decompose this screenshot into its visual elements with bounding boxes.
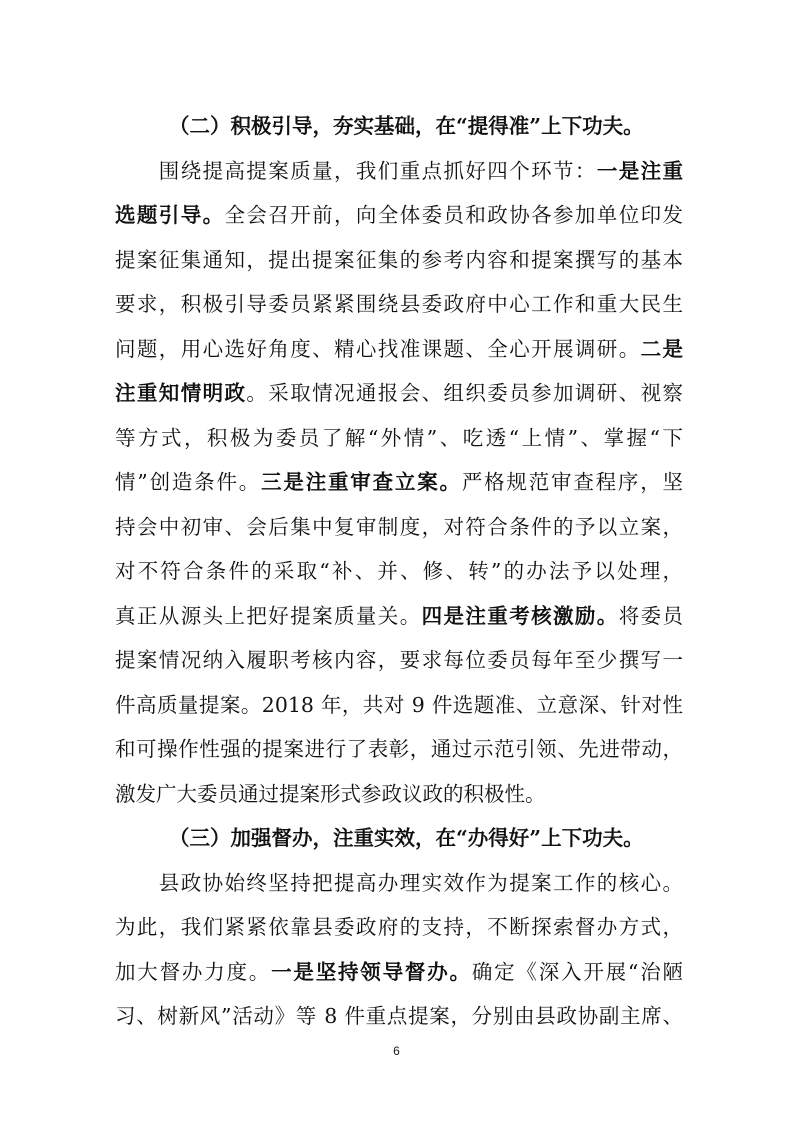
- text-line: [115, 594, 683, 639]
- text-run: 为此，我们紧紧依靠县委政府的支持，不断探索督办方式，: [115, 915, 683, 939]
- text-line: [115, 327, 683, 372]
- text-run: 。采取情况通报会、组织委员参加调研、视察: [246, 381, 684, 405]
- text-run: 确定《深入开展“治陋: [471, 959, 684, 984]
- text-line: [115, 416, 683, 461]
- bold-text-run: 四是注重考核激励。: [421, 603, 619, 628]
- text-run: 真正从源头上把好提案质量关。: [115, 603, 422, 628]
- text-line: [115, 193, 683, 238]
- text-line: [115, 950, 683, 995]
- text-run: 对不符合条件的采取“补、并、修、转”的办法予以处理，: [115, 559, 683, 583]
- section-3-heading: （三）加强督办，注重实效，在“办得好”上下功夫。: [169, 826, 644, 850]
- text-run: 和可操作性强的提案进行了表彰，通过示范引领、先进带动，: [115, 737, 683, 761]
- document-body: [115, 104, 683, 1039]
- text-run: 围绕提高提案质量，我们重点抓好四个环节：: [115, 158, 597, 183]
- text-run: 等方式，积极为委员了解“外情”、吃透“上情”、掌握“下: [115, 425, 683, 450]
- text-run: 激发广大委员通过提案形式参政议政的积极性。: [115, 781, 546, 806]
- text-line: [115, 460, 683, 505]
- section-3-paragraph: [115, 861, 683, 1039]
- text-run: 严格规范审查程序，坚: [461, 470, 684, 494]
- bold-text-run: 二是: [640, 336, 684, 361]
- text-line: [115, 505, 683, 550]
- bold-text-run: 一是坚持领导督办。: [271, 959, 472, 984]
- text-line: [115, 638, 683, 683]
- text-line: [115, 905, 683, 950]
- text-line: [115, 861, 683, 906]
- text-line: [115, 727, 683, 772]
- text-run: 县政协始终坚持把提高办理实效作为提案工作的核心。: [115, 870, 683, 895]
- text-line: [115, 282, 683, 327]
- text-run: 提案征集通知，提出提案征集的参考内容和提案撰写的基本: [115, 247, 683, 272]
- text-run: 将委员: [618, 603, 684, 628]
- text-line: [115, 149, 683, 194]
- text-run: 提案情况纳入履职考核内容，要求每位委员每年至少撰写一: [115, 648, 683, 672]
- section-2-paragraph: [115, 149, 683, 817]
- bold-text-run: 选题引导。: [115, 203, 225, 227]
- text-line: [115, 994, 683, 1039]
- text-line: [115, 371, 683, 416]
- section-2-heading: （二）积极引导，夯实基础，在“提得准”上下功夫。: [169, 114, 644, 138]
- bold-text-run: 三是注重审查立案。: [261, 470, 462, 494]
- bold-text-run: 注重知情明政: [115, 381, 247, 405]
- text-line: [115, 683, 683, 728]
- text-run: 加大督办力度。: [115, 959, 272, 984]
- text-run: 持会中初审、会后集中复审制度，对符合条件的予以立案，: [115, 514, 683, 539]
- text-line: [115, 772, 683, 817]
- text-run: 件高质量提案。2018 年，共对 9 件选题准、立意深、针对性: [115, 692, 683, 717]
- text-run: 全会召开前，向全体委员和政协各参加单位印发: [224, 203, 683, 227]
- text-line: [115, 549, 683, 594]
- bold-text-run: 一是注重: [596, 158, 684, 183]
- page-number: 6: [393, 1044, 400, 1058]
- text-run: 情”创造条件。: [115, 470, 262, 494]
- text-run: 问题，用心选好角度、精心找准课题、全心开展调研。: [115, 336, 641, 361]
- text-run: 习、树新风”活动》等 8 件重点提案，分别由县政协副主席、: [115, 1004, 683, 1028]
- text-line: [115, 238, 683, 283]
- text-run: 要求，积极引导委员紧紧围绕县委政府中心工作和重大民生: [115, 292, 683, 316]
